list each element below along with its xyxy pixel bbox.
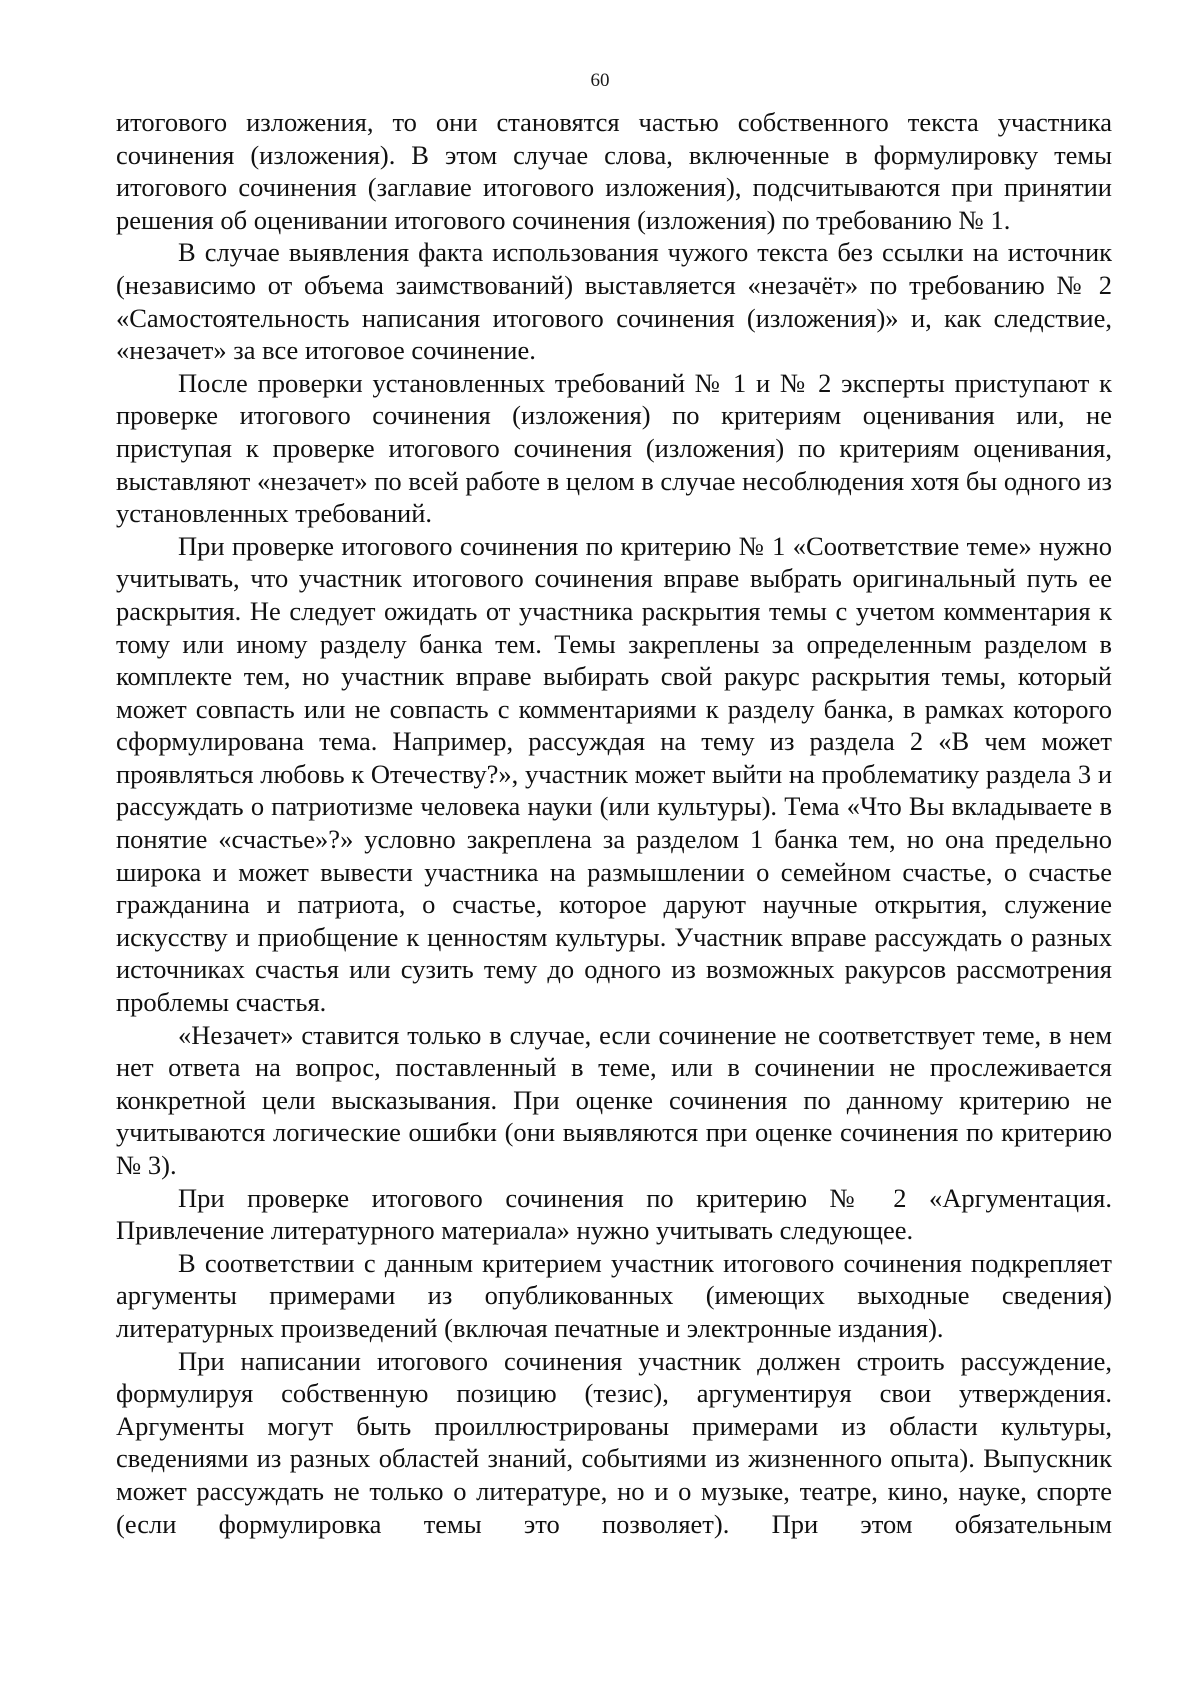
paragraph-criterion-2: При проверке итогового сочинения по критерию № 2 «Аргументация. Привлечение литературного материала» нужно учитывать следующее.: [116, 1182, 1112, 1246]
paragraph-continuation: итогового изложения, то они становятся частью собственного текста участника сочинения (изложения). В этом случае слова, включенные в формулировку темы итогового сочинения (заглавие итогового изложения), подсчитываются при принятии решения об оценивании итогового сочинения (изложения) по требованию № 1.: [116, 107, 1112, 235]
paragraph-fail-conditions: «Незачет» ставится только в случае, если сочинение не соответствует теме, в нем нет ответа на вопрос, поставленный в теме, или в сочинении не прослеживается конкретной цели высказывания. При оценке сочинения по данному критерию не учитываются логические ошибки (они выявляются при оценке сочинения по критерию № 3).: [116, 1019, 1112, 1180]
page-number: 60: [590, 70, 610, 91]
document-body: [116, 106, 1112, 1540]
paragraph-argumentation: При написании итогового сочинения участник должен строить рассуждение, формулируя собственную позицию (тезис), аргументируя свои утверждения. Аргументы могут быть проиллюстрированы примерами из области культуры, сведениями из разных областей знаний, событиями из жизненного опыта). Выпускник может рассуждать не только о литературе, но и о музыке, театре, кино, науке, спорте (если формулировка темы это позволяет). При этом обязательным: [116, 1345, 1112, 1539]
paragraph-plagiarism: В случае выявления факта использования чужого текста без ссылки на источник (независимо от объема заимствований) выставляется «незачёт» по требованию № 2 «Самостоятельность написания итогового сочинения (изложения)» и, как следствие, «незачет» за все итоговое сочинение.: [116, 237, 1112, 366]
paragraph-criterion-1: При проверке итогового сочинения по критерию № 1 «Соответствие теме» нужно учитывать, что участник итогового сочинения вправе выбрать оригинальный путь ее раскрытия. Не следует ожидать от участника раскрытия темы с учетом комментария к тому или иному разделу банка тем. Темы закреплены за определенным разделом в комплекте тем, но участник вправе выбирать свой ракурс раскрытия темы, который может совпасть или не совпасть с комментариями к разделу банка, в рамках которого сформулирована тема. Например, рассуждая на тему из раздела 2 «В чем может проявляться любовь к Отечеству?», участник может выйти на проблематику раздела 3 и рассуждать о патриотизме человека науки (или культуры). Тема «Что Вы вкладываете в понятие «счастье»?» условно закреплена за разделом 1 банка тем, но она предельно широка и может вывести участника на размышлении о семейном счастье, о счастье гражданина и патриота, о счастье, которое даруют научные открытия, служение искусству и приобщение к ценностям культуры. Участник вправе рассуждать о разных источниках счастья или сузить тему до одного из возможных ракурсов рассмотрения проблемы счастья.: [116, 530, 1112, 1018]
paragraph-criterion-2-details: В соответствии с данным критерием участник итогового сочинения подкрепляет аргументы примерами из опубликованных (имеющих выходные сведения) литературных произведений (включая печатные и электронные издания).: [116, 1247, 1112, 1343]
paragraph-requirements-check: После проверки установленных требований № 1 и № 2 эксперты приступают к проверке итогового сочинения (изложения) по критериям оценивания или, не приступая к проверке итогового сочинения (изложения) по критериям оценивания, выставляют «незачет» по всей работе в целом в случае несоблюдения хотя бы одного из установленных требований.: [116, 367, 1112, 529]
